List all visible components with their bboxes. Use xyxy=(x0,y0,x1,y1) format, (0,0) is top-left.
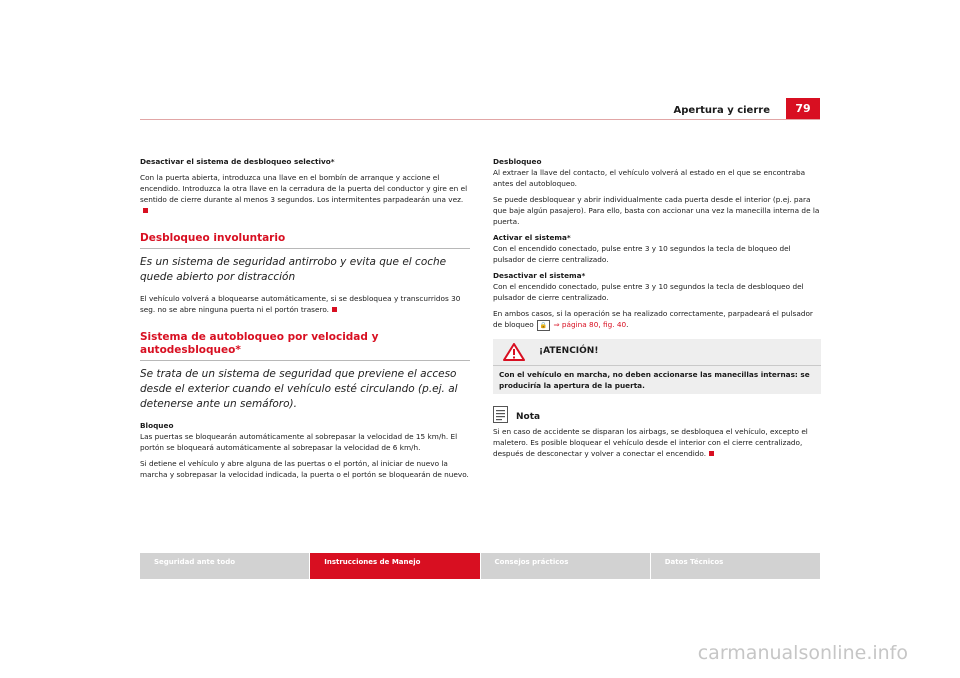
warning-header xyxy=(493,339,821,363)
intro-text: Es un sistema de seguridad antirrobo y evita que el coche quede abierto por distracción xyxy=(140,256,447,283)
header-title: Apertura y cierre xyxy=(673,105,770,116)
warning-body: Con el vehículo en marcha, no deben accionarse las manecillas internas: se produciría la apertura de la puerta. xyxy=(499,369,810,390)
paragraph: El vehículo volverá a bloquearse automáticamente, si se desbloquea y transcurridos 30 seg. no se abre ninguna puerta ni el portón trasero. xyxy=(140,294,461,314)
note-icon xyxy=(493,406,508,423)
header-rule xyxy=(140,119,820,120)
warning-box xyxy=(493,339,821,394)
paragraph: Si detiene el vehículo y abre alguna de las puertas o el portón, al iniciar de nuevo la marcha y sobrepasar la velocidad indicada, la puerta o el portón se bloquearán de nuevo. xyxy=(140,459,469,479)
paragraph: Se puede desbloquear y abrir individualmente cada puerta desde el interior (p.ej. para que baje algún pasajero). Para ello, basta con accionar una vez la manecilla interna de la puerta. xyxy=(493,195,820,226)
paragraph: Con el encendido conectado, pulse entre 3 y 10 segundos la tecla de desbloqueo del pulsador de cierre centralizado. xyxy=(493,282,804,302)
subheading-desactivar: Desactivar el sistema* xyxy=(493,271,586,280)
heading-desbloqueo-involuntario: Desbloqueo involuntario xyxy=(140,232,470,249)
paragraph: Con la puerta abierta, introduzca una llave en el bombín de arranque y accione el encendido. Introduzca la otra llave en la cerradura de la puerta del conductor y gire en el sentido de cierre durante al menos 3 segundos. Los intermitentes parpadearán una vez. xyxy=(140,172,470,216)
heading-autobloqueo: Sistema de autobloqueo por velocidad y autodesbloqueo* xyxy=(140,331,470,361)
left-column xyxy=(140,156,470,485)
warning-triangle-icon xyxy=(503,343,525,361)
page-number: 79 xyxy=(786,98,820,119)
tab-instrucciones[interactable]: Instrucciones de Manejo xyxy=(310,553,479,579)
end-of-section-marker xyxy=(332,307,337,312)
page-reference-link[interactable]: ⇒ página 80, fig. 40 xyxy=(553,320,627,329)
tab-seguridad[interactable]: Seguridad ante todo xyxy=(140,553,309,579)
lock-key-icon: 🔒 xyxy=(537,320,550,331)
right-column xyxy=(493,156,821,464)
watermark: carmanualsonline.info xyxy=(697,642,908,664)
intro-text: Se trata de un sistema de seguridad que previene el acceso desde el exterior cuando el vehículo esté circulando (p.ej. al detenerse ante un semáforo). xyxy=(140,368,458,410)
paragraph: Al extraer la llave del contacto, el vehículo volverá al estado en el que se encontraba antes del autobloqueo. xyxy=(493,168,806,188)
paragraph: Si en caso de accidente se disparan los airbags, se desbloquea el vehículo, excepto el maletero. Es posible bloquear el vehículo desde el interior con el cierre centralizado, después de desconectar y volver a conectar el encendido. xyxy=(493,426,808,458)
section-heading-desactivar-selectivo: Desactivar el sistema de desbloqueo selectivo* xyxy=(140,157,335,166)
subheading-activar: Activar el sistema* xyxy=(493,233,571,242)
paragraph: Con el encendido conectado, pulse entre 3 y 10 segundos la tecla de bloqueo del pulsador de cierre centralizado. xyxy=(493,244,791,264)
end-of-section-marker xyxy=(709,451,714,456)
subheading-bloqueo: Bloqueo xyxy=(140,421,174,430)
footer-tabs xyxy=(140,553,820,579)
subheading-desbloqueo: Desbloqueo xyxy=(493,157,542,166)
paragraph: En ambos casos, si la operación se ha realizado correctamente, parpadeará el pulsador de bloqueo 🔒 ⇒ página 80, fig. 40. xyxy=(493,309,813,329)
note-title: Nota xyxy=(516,411,541,422)
tab-datos-tecnicos[interactable]: Datos Técnicos xyxy=(651,553,820,579)
warning-divider xyxy=(493,365,821,366)
warning-title: ¡ATENCIÓN! xyxy=(539,346,599,356)
note-header xyxy=(493,406,821,423)
tab-consejos[interactable]: Consejos prácticos xyxy=(481,553,650,579)
end-of-section-marker xyxy=(143,208,148,213)
paragraph: Las puertas se bloquearán automáticamente al sobrepasar la velocidad de 15 km/h. El portón se bloqueará automáticamente al sobrepasar la velocidad de 6 km/h. xyxy=(140,432,458,452)
